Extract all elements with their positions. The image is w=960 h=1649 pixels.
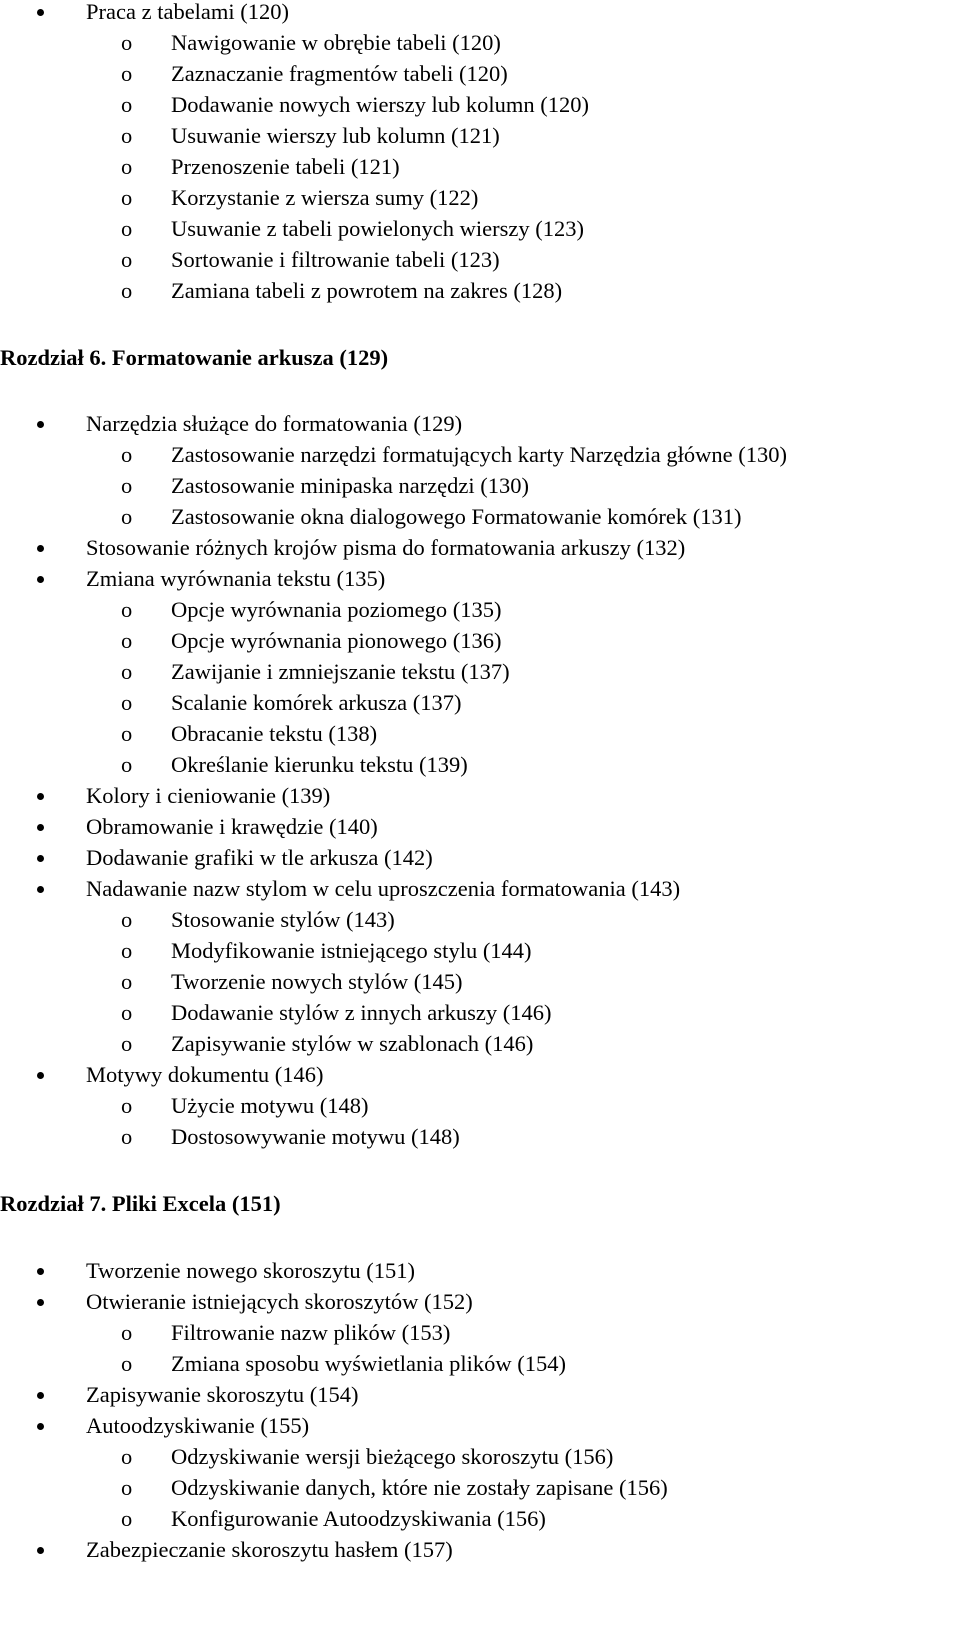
bullet-circle: o — [121, 154, 133, 179]
bullet-circle: o — [121, 92, 133, 117]
bullet-dot — [37, 855, 44, 862]
toc-subitem-label: Zapisywanie stylów w szablonach (146) — [171, 1031, 534, 1056]
bullet-dot — [37, 1299, 44, 1306]
toc-subitem-label: Określanie kierunku tekstu (139) — [171, 752, 468, 777]
bullet-circle: o — [121, 504, 133, 529]
toc-subitem-label: Zamiana tabeli z powrotem na zakres (128) — [171, 278, 563, 303]
bullet-circle: o — [121, 247, 133, 272]
toc-item-label: Praca z tabelami (120) — [86, 0, 290, 24]
toc-item-label: Obramowanie i krawędzie (140) — [86, 814, 378, 839]
toc-item-label: Autoodzyskiwanie (155) — [86, 1413, 310, 1438]
bullet-circle: o — [121, 597, 133, 622]
toc-item-label: Tworzenie nowego skoroszytu (151) — [86, 1258, 415, 1283]
bullet-circle: o — [121, 1444, 133, 1469]
bullet-circle: o — [121, 721, 133, 746]
toc-item-label: Zmiana wyrównania tekstu (135) — [86, 566, 386, 591]
bullet-circle: o — [121, 659, 133, 684]
toc-item-label: Nadawanie nazw stylom w celu uproszczenia formatowania (143) — [86, 876, 681, 901]
bullet-dot — [37, 545, 44, 552]
toc-item-label: Zapisywanie skoroszytu (154) — [86, 1382, 359, 1407]
bullet-circle: o — [121, 752, 133, 777]
bullet-circle: o — [121, 938, 133, 963]
bullet-dot — [37, 1268, 44, 1275]
toc-subitem-label: Filtrowanie nazw plików (153) — [171, 1320, 451, 1345]
toc-subitem-label: Usuwanie wierszy lub kolumn (121) — [171, 123, 500, 148]
bullet-circle: o — [121, 1093, 133, 1118]
toc-subitem-label: Dostosowywanie motywu (148) — [171, 1124, 460, 1149]
toc-subitem-label: Odzyskiwanie danych, które nie zostały zapisane (156) — [171, 1475, 668, 1500]
bullet-circle: o — [121, 123, 133, 148]
toc-item-label: Kolory i cieniowanie (139) — [86, 783, 331, 808]
toc-subitem-label: Modyfikowanie istniejącego stylu (144) — [171, 938, 532, 963]
bullet-dot — [37, 1547, 44, 1554]
bullet-circle: o — [121, 1000, 133, 1025]
bullet-circle: o — [121, 185, 133, 210]
toc-subitem-label: Obracanie tekstu (138) — [171, 721, 378, 746]
toc-item-label: Narzędzia służące do formatowania (129) — [86, 411, 463, 436]
toc-subitem-label: Opcje wyrównania poziomego (135) — [171, 597, 502, 622]
toc-subitem-label: Zmiana sposobu wyświetlania plików (154) — [171, 1351, 566, 1376]
bullet-circle: o — [121, 1351, 133, 1376]
toc-subitem-label: Zastosowanie minipaska narzędzi (130) — [171, 473, 530, 498]
bullet-circle: o — [121, 628, 133, 653]
toc-subitem-label: Sortowanie i filtrowanie tabeli (123) — [171, 247, 500, 272]
toc-subitem-label: Użycie motywu (148) — [171, 1093, 369, 1118]
toc-subitem-label: Usuwanie z tabeli powielonych wierszy (123) — [171, 216, 584, 241]
bullet-circle: o — [121, 1320, 133, 1345]
toc-subitem-label: Przenoszenie tabeli (121) — [171, 154, 400, 179]
toc-subitem-label: Korzystanie z wiersza sumy (122) — [171, 185, 479, 210]
bullet-dot — [37, 576, 44, 583]
bullet-circle: o — [121, 442, 133, 467]
chapter-heading: Rozdział 6. Formatowanie arkusza (129) — [0, 345, 389, 370]
bullet-circle: o — [121, 61, 133, 86]
bullet-circle: o — [121, 278, 133, 303]
toc-item-label: Dodawanie grafiki w tle arkusza (142) — [86, 845, 433, 870]
bullet-circle: o — [121, 907, 133, 932]
bullet-circle: o — [121, 30, 133, 55]
bullet-dot — [37, 1423, 44, 1430]
toc-subitem-label: Tworzenie nowych stylów (145) — [171, 969, 463, 994]
toc-subitem-label: Scalanie komórek arkusza (137) — [171, 690, 462, 715]
bullet-circle: o — [121, 216, 133, 241]
toc-item-label: Otwieranie istniejących skoroszytów (152) — [86, 1289, 473, 1314]
toc-subitem-label: Stosowanie stylów (143) — [171, 907, 395, 932]
bullet-dot — [37, 793, 44, 800]
toc-subitem-label: Zastosowanie okna dialogowego Formatowanie komórek (131) — [171, 504, 742, 529]
bullet-dot — [37, 421, 44, 428]
toc-subitem-label: Zastosowanie narzędzi formatujących karty Narzędzia główne (130) — [171, 442, 787, 467]
toc-subitem-label: Dodawanie nowych wierszy lub kolumn (120) — [171, 92, 590, 117]
bullet-dot — [37, 1072, 44, 1079]
toc-subitem-label: Zawijanie i zmniejszanie tekstu (137) — [171, 659, 510, 684]
bullet-circle: o — [121, 1475, 133, 1500]
bullet-dot — [37, 886, 44, 893]
bullet-dot — [37, 9, 44, 16]
toc-item-label: Zabezpieczanie skoroszytu hasłem (157) — [86, 1537, 453, 1562]
toc-subitem-label: Konfigurowanie Autoodzyskiwania (156) — [171, 1506, 546, 1531]
bullet-circle: o — [121, 1506, 133, 1531]
bullet-circle: o — [121, 1124, 133, 1149]
toc-subitem-label: Odzyskiwanie wersji bieżącego skoroszytu (156) — [171, 1444, 614, 1469]
bullet-dot — [37, 824, 44, 831]
bullet-circle: o — [121, 969, 133, 994]
toc-subitem-label: Nawigowanie w obrębie tabeli (120) — [171, 30, 501, 55]
bullet-circle: o — [121, 1031, 133, 1056]
toc-item-label: Motywy dokumentu (146) — [86, 1062, 324, 1087]
chapter-heading: Rozdział 7. Pliki Excela (151) — [0, 1191, 281, 1216]
toc-subitem-label: Zaznaczanie fragmentów tabeli (120) — [171, 61, 508, 86]
bullet-circle: o — [121, 690, 133, 715]
bullet-dot — [37, 1392, 44, 1399]
toc-subitem-label: Opcje wyrównania pionowego (136) — [171, 628, 502, 653]
bullet-circle: o — [121, 473, 133, 498]
toc-subitem-label: Dodawanie stylów z innych arkuszy (146) — [171, 1000, 552, 1025]
toc-item-label: Stosowanie różnych krojów pisma do formatowania arkuszy (132) — [86, 535, 686, 560]
